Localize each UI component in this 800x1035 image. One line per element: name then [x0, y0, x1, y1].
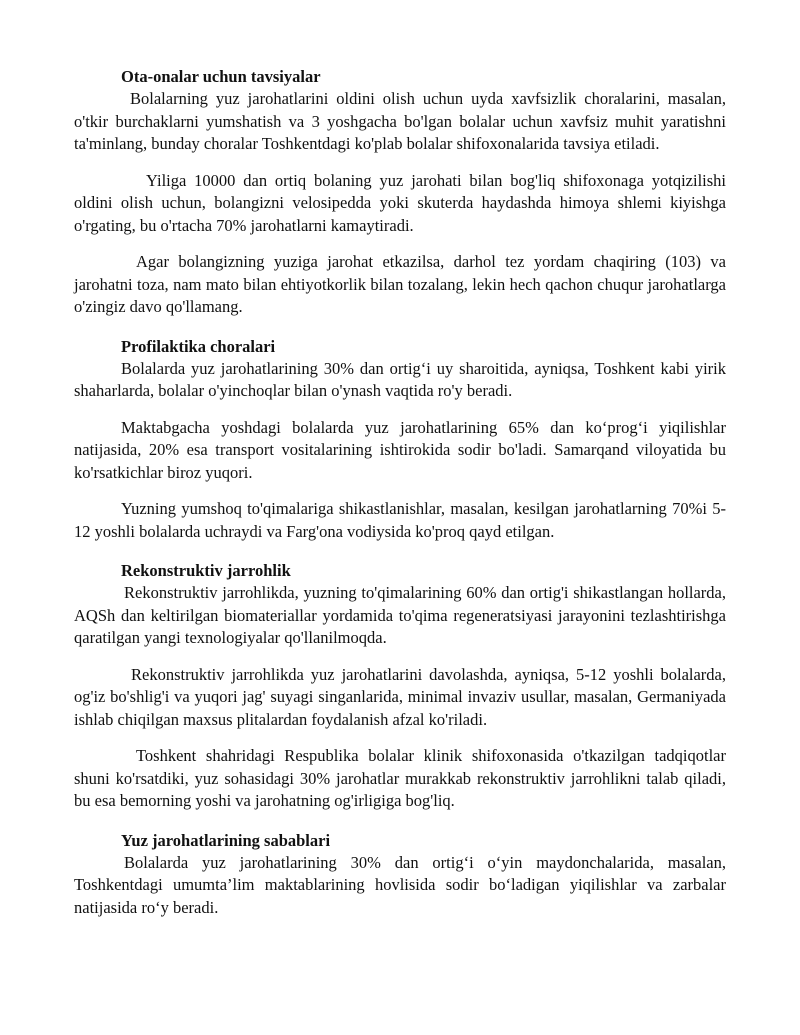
paragraph: Rekonstruktiv jarrohlikda yuz jarohatlarini davolashda, ayniqsa, 5-12 yoshli bolalarda, og'iz bo'shlig'i va yuqori jag' suyagi singanlarida, minimal invaziv usullar, masalan, Germaniyada ishlab chiqilgan maxsus plitalardan foydalanish afzal ko'riladi. [74, 664, 726, 729]
document-page [74, 66, 726, 919]
section-heading: Yuz jarohatlarining sabablari [121, 830, 331, 850]
section-injury-causes [74, 830, 726, 920]
paragraph: Rekonstruktiv jarrohlikda, yuzning to'qimalarining 60% dan ortig'i shikastlangan hollarda, AQSh dan keltirilgan biomateriallar yordamida to'qima regeneratsiyasi jarayonini tezlashtirishga qaratilgan yangi texnologiyalar qo'llanilmoqda. [74, 583, 726, 647]
paragraph: Bolalarning yuz jarohatlarini oldini olish uchun uyda xavfsizlik choralarini, masalan, o'tkir burchaklarni yumshatish va 3 yoshgacha bo'lgan bolalar uchun xavfsiz muhit yaratishni ta'minlang, bunday choralar Toshkentdagi ko'plab bolalar shifoxonalarida tavsiya etiladi. [74, 89, 726, 153]
paragraph: Yiliga 10000 dan ortiq bolaning yuz jarohati bilan bog'liq shifoxonaga yotqizilishi oldini olish uchun, bolangizni velosipedda yoki skuterda haydashda himoya shlemi kiyishga o'rgating, bu o'rtacha 70% jarohatlarni kamaytiradi. [74, 170, 726, 235]
section-heading: Profilaktika choralari [121, 336, 276, 356]
paragraph: Bolalarda yuz jarohatlarining 30% dan ortig‘i o‘yin maydonchalarida, masalan, Toshkentdagi umumta’lim maktablarining hovlisida sodir bo‘ladigan yiqilishlar va zarbalar natijasida ro‘y beradi. [74, 852, 726, 917]
section-parent-recommendations [74, 66, 726, 319]
paragraph: Toshkent shahridagi Respublika bolalar klinik shifoxonasida o'tkazilgan tadqiqotlar shuni ko'rsatdiki, yuz sohasidagi 30% jarohatlar murakkab rekonstruktiv jarrohlikni talab qiladi, bu esa bemorning yoshi va jarohatning og'irligiga bog'liq. [74, 746, 726, 810]
section-heading: Rekonstruktiv jarrohlik [121, 561, 291, 580]
paragraph: Yuzning yumshoq to'qimalariga shikastlanishlar, masalan, kesilgan jarohatlarning 70%i 5-12 yoshli bolalarda uchraydi va Farg'ona vodiysida ko'proq qayd etilgan. [74, 499, 726, 541]
section-reconstructive-surgery [74, 560, 726, 813]
paragraph: Bolalarda yuz jarohatlarining 30% dan ortig‘i uy sharoitida, ayniqsa, Toshkent kabi yirik shaharlarda, bolalar o'yinchoqlar bilan o'ynash vaqtida ro'y beradi. [74, 358, 726, 400]
section-prevention [74, 336, 726, 544]
section-heading: Ota-onalar uchun tavsiyalar [121, 67, 321, 86]
paragraph: Agar bolangizning yuziga jarohat etkazilsa, darhol tez yordam chaqiring (103) va jarohatni toza, nam mato bilan ehtiyotkorlik bilan tozalang, lekin hech qachon chuqur jarohatlarga o'zingiz davo qo'llamang. [74, 252, 726, 316]
paragraph: Maktabgacha yoshdagi bolalarda yuz jarohatlarining 65% dan ko‘prog‘i yiqilishlar natijasida, 20% esa transport vositalarining ishtirokida sodir bo'ladi. Samarqand viloyatida bu ko'rsatkichlar biroz yuqori. [74, 417, 726, 482]
